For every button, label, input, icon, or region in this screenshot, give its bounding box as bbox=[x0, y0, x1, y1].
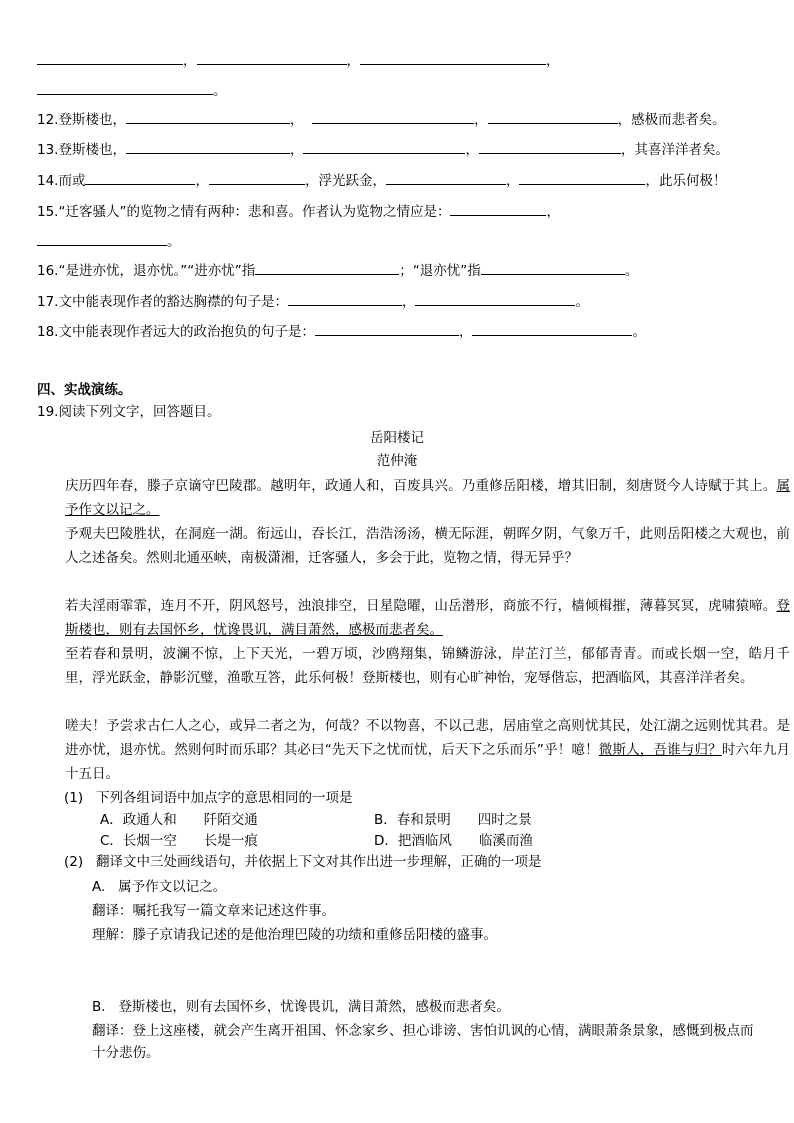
option-a[interactable]: A．政通人和 阡陌交通 bbox=[100, 812, 258, 828]
essay-title: 岳阳楼记 bbox=[370, 430, 424, 446]
answer-blank[interactable] bbox=[197, 50, 347, 65]
question-17: 17.文中能表现作者的豁达胸襟的句子是： ， 。 bbox=[37, 291, 589, 312]
answer-blank[interactable] bbox=[488, 109, 618, 124]
answer-blank[interactable] bbox=[288, 291, 402, 306]
q11-continuation: ， ， ， bbox=[37, 50, 560, 71]
option-d[interactable]: D．把酒临风 临溪而渔 bbox=[374, 833, 533, 849]
answer-blank[interactable] bbox=[472, 321, 632, 336]
option-c[interactable]: C．长烟一空 长堤一痕 bbox=[100, 833, 258, 849]
essay-paragraph-5: 嗟夫！予尝求古仁人之心，或异二者之为，何哉？不以物喜，不以己悲，居庙堂之高则忧其民，处江湖之远则忧其君。是进亦忧，退亦忧。然则何时而乐耶？其必曰“先天下之忧而忧，后天下之乐而乐”乎！噫！微斯人，吾谁与归？时六年九月十五日。 bbox=[65, 718, 790, 782]
underlined-sentence: 属予作文以记之。 bbox=[65, 478, 790, 518]
answer-blank[interactable] bbox=[37, 231, 167, 246]
answer-blank[interactable] bbox=[209, 170, 305, 185]
answer-blank[interactable] bbox=[126, 139, 290, 154]
answer-blank[interactable] bbox=[85, 170, 195, 185]
question-16: 16.“是进亦忧，退亦忧。”“进亦忧”指 ；“退亦忧”指 。 bbox=[37, 260, 638, 281]
underlined-sentence: 微斯人，吾谁与归？ bbox=[598, 742, 722, 758]
option-a-translation: 翻译：嘱托我写一篇文章来记述这件事。 bbox=[92, 903, 335, 919]
sub-question-1: (1) 下列各组词语中加点字的意思相同的一项是 bbox=[64, 790, 353, 806]
essay-paragraph-1: 庆历四年春，滕子京谪守巴陵郡。越明年，政通人和，百废具兴。乃重修岳阳楼，增其旧制，刻唐贤今人诗赋于其上。属予作文以记之。 bbox=[65, 478, 790, 518]
answer-blank[interactable] bbox=[479, 139, 621, 154]
answer-blank[interactable] bbox=[303, 139, 465, 154]
answer-blank[interactable] bbox=[37, 80, 213, 95]
option-b[interactable]: B．春和景明 四时之景 bbox=[374, 812, 532, 828]
question-19-intro: 19.阅读下列文字，回答题目。 bbox=[37, 404, 221, 420]
answer-blank[interactable] bbox=[37, 50, 183, 65]
essay-paragraph-2: 予观夫巴陵胜状，在洞庭一湖。衔远山，吞长江，浩浩汤汤，横无际涯，朝晖夕阴，气象万千，此则岳阳楼之大观也，前人之述备矣。然则北通巫峡，南极潇湘，迁客骚人，多会于此，览物之情，得无异乎？ bbox=[65, 526, 790, 566]
answer-blank[interactable] bbox=[386, 170, 506, 185]
option-a-text[interactable]: A. 属予作文以记之。 bbox=[92, 879, 227, 895]
question-15-cont: 。 bbox=[37, 231, 181, 252]
question-13: 13.登斯楼也， ， ， ，其喜洋洋者矣。 bbox=[37, 139, 729, 160]
answer-blank[interactable] bbox=[450, 201, 546, 216]
question-14: 14.而或 ， ，浮光跃金， ， ，此乐何极！ bbox=[37, 170, 726, 191]
option-a-understanding: 理解：滕子京请我记述的是他治理巴陵的功绩和重修岳阳楼的盛事。 bbox=[92, 927, 497, 943]
underlined-sentence: 登斯楼也，则有去国怀乡，忧谗畏讥，满目萧然，感极而悲者矣。 bbox=[65, 598, 790, 638]
option-b-translation: 翻译：登上这座楼，就会产生离开祖国、怀念家乡、担心诽谤、害怕讥讽的心情，满眼萧条景象，感慨到极点而十分悲伤。 bbox=[92, 1023, 754, 1061]
answer-blank[interactable] bbox=[126, 109, 290, 124]
question-18: 18.文中能表现作者远大的政治抱负的句子是： ， 。 bbox=[37, 321, 646, 342]
section-heading: 四、实战演练。 bbox=[37, 382, 132, 398]
q11-continuation-end: 。 bbox=[37, 80, 227, 101]
essay-paragraph-4: 至若春和景明，波澜不惊，上下天光，一碧万顷，沙鸥翔集，锦鳞游泳，岸芷汀兰，郁郁青青。而或长烟一空，皓月千里，浮光跃金，静影沉璧，渔歌互答，此乐何极！登斯楼也，则有心旷神怡，宠辱偕忘，把酒临风，其喜洋洋者矣。 bbox=[65, 646, 790, 686]
essay-paragraph-3: 若夫淫雨霏霏，连月不开，阴风怒号，浊浪排空，日星隐曜，山岳潜形，商旅不行，樯倾楫摧，薄暮冥冥，虎啸猿啼。登斯楼也，则有去国怀乡，忧谗畏讥，满目萧然，感极而悲者矣。 bbox=[65, 598, 790, 638]
sub-question-2: (2) 翻译文中三处画线语句，并依据上下文对其作出进一步理解，正确的一项是 bbox=[64, 854, 542, 870]
answer-blank[interactable] bbox=[255, 260, 399, 275]
option-b-text[interactable]: B. 登斯楼也，则有去国怀乡，忧谗畏讥，满目萧然，感极而悲者矣。 bbox=[92, 999, 510, 1015]
question-12: 12.登斯楼也， ， ， ，感极而悲者矣。 bbox=[37, 109, 726, 130]
answer-blank[interactable] bbox=[481, 260, 625, 275]
question-15: 15.“迁客骚人”的览物之情有两种：悲和喜。作者认为览物之情应是： ， bbox=[37, 201, 560, 222]
answer-blank[interactable] bbox=[312, 109, 474, 124]
answer-blank[interactable] bbox=[415, 291, 575, 306]
answer-blank[interactable] bbox=[315, 321, 459, 336]
essay-author: 范仲淹 bbox=[376, 453, 418, 469]
answer-blank[interactable] bbox=[519, 170, 645, 185]
answer-blank[interactable] bbox=[360, 50, 546, 65]
